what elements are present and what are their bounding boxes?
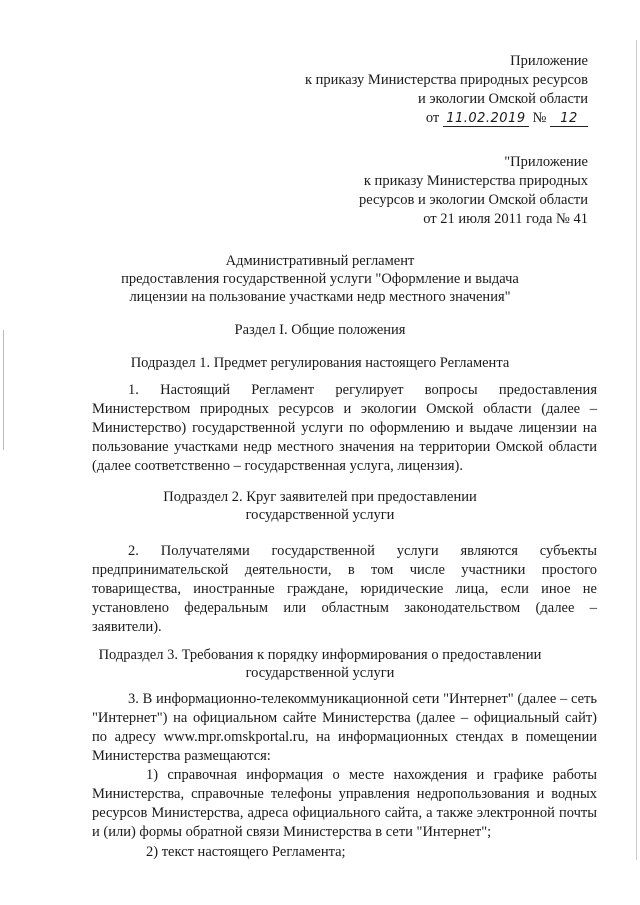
subsection-heading [60,646,580,682]
paragraph-1 [92,381,597,476]
header-line: к приказу Министерства природных ресурсов [304,72,588,88]
paragraph-text: 3. В информационно-телекоммуникационной сети "Интернет" (далее – сеть "Интернет") на официальном сайте Министерства (далее – официальный сайт) по адресу www.mpr.omskportal.ru, на информационных стендах в помещении Министерства размещаются: [92,691,597,764]
date-prefix: от [425,110,440,126]
header-line: "Приложение [504,154,588,170]
original-appendix-header [359,153,588,229]
paragraph-text: 1. Настоящий Регламент регулирует вопросы предоставления Министерством природных ресурсов и экологии Омской области (далее – Министерство) государственной услуги по оформлению и выдаче лицензии на пользование участками недр местного значения на территории Омской области (далее соответственно – государственная услуга, лицензия). [92,382,597,474]
heading-line: Подраздел 3. Требования к порядку информирования о предоставлении [98,647,542,663]
handwritten-number: 12 [550,111,588,127]
subsection-heading [70,488,570,524]
title-line: Административный регламент [225,253,415,269]
list-item-text: 2) текст настоящего Регламента; [146,844,346,860]
paragraph-2 [92,542,597,637]
header-date-line [305,109,588,128]
subsection-heading: Подраздел 1. Предмет регулирования настоящего Регламента [130,355,510,371]
paragraph-3 [92,690,597,766]
scan-edge-mark [636,40,637,860]
header-line: к приказу Министерства природных [363,173,588,189]
section-heading: Раздел I. Общие положения [234,322,406,338]
paragraph-text: 2. Получателями государственной услуги являются субъекты предпринимательской деятельности, в том числе участники простого товарищества, иностранные граждане, юридические лица, если иное не установлено федеральным или областным законодательством (далее – заявители). [92,543,597,635]
number-prefix: № [532,110,547,126]
title-line: предоставления государственной услуги "Оформление и выдача [121,271,519,287]
approval-header [305,52,588,128]
list-item-2 [92,843,597,862]
list-item-1 [92,766,597,842]
heading-line: Подраздел 2. Круг заявителей при предоставлении [163,489,477,505]
header-line: Приложение [510,53,588,69]
scan-edge-mark [3,330,4,450]
handwritten-date: 11.02.2019 [443,111,529,127]
document-title [70,252,570,306]
header-line: и экологии Омской области [417,91,588,107]
heading-line: государственной услуги [245,665,395,681]
header-line: ресурсов и экологии Омской области [359,192,588,208]
title-line: лицензии на пользование участками недр местного значения" [129,289,511,305]
header-line: от 21 июля 2011 года № 41 [423,211,588,227]
heading-line: государственной услуги [245,507,395,523]
list-item-text: 1) справочная информация о месте нахождения и графике работы Министерства, справочные телефоны управления недропользования и водных ресурсов Министерства, адреса официального сайта, а также электронной почты и (или) формы обратной связи Министерства в сети "Интернет"; [92,767,597,840]
